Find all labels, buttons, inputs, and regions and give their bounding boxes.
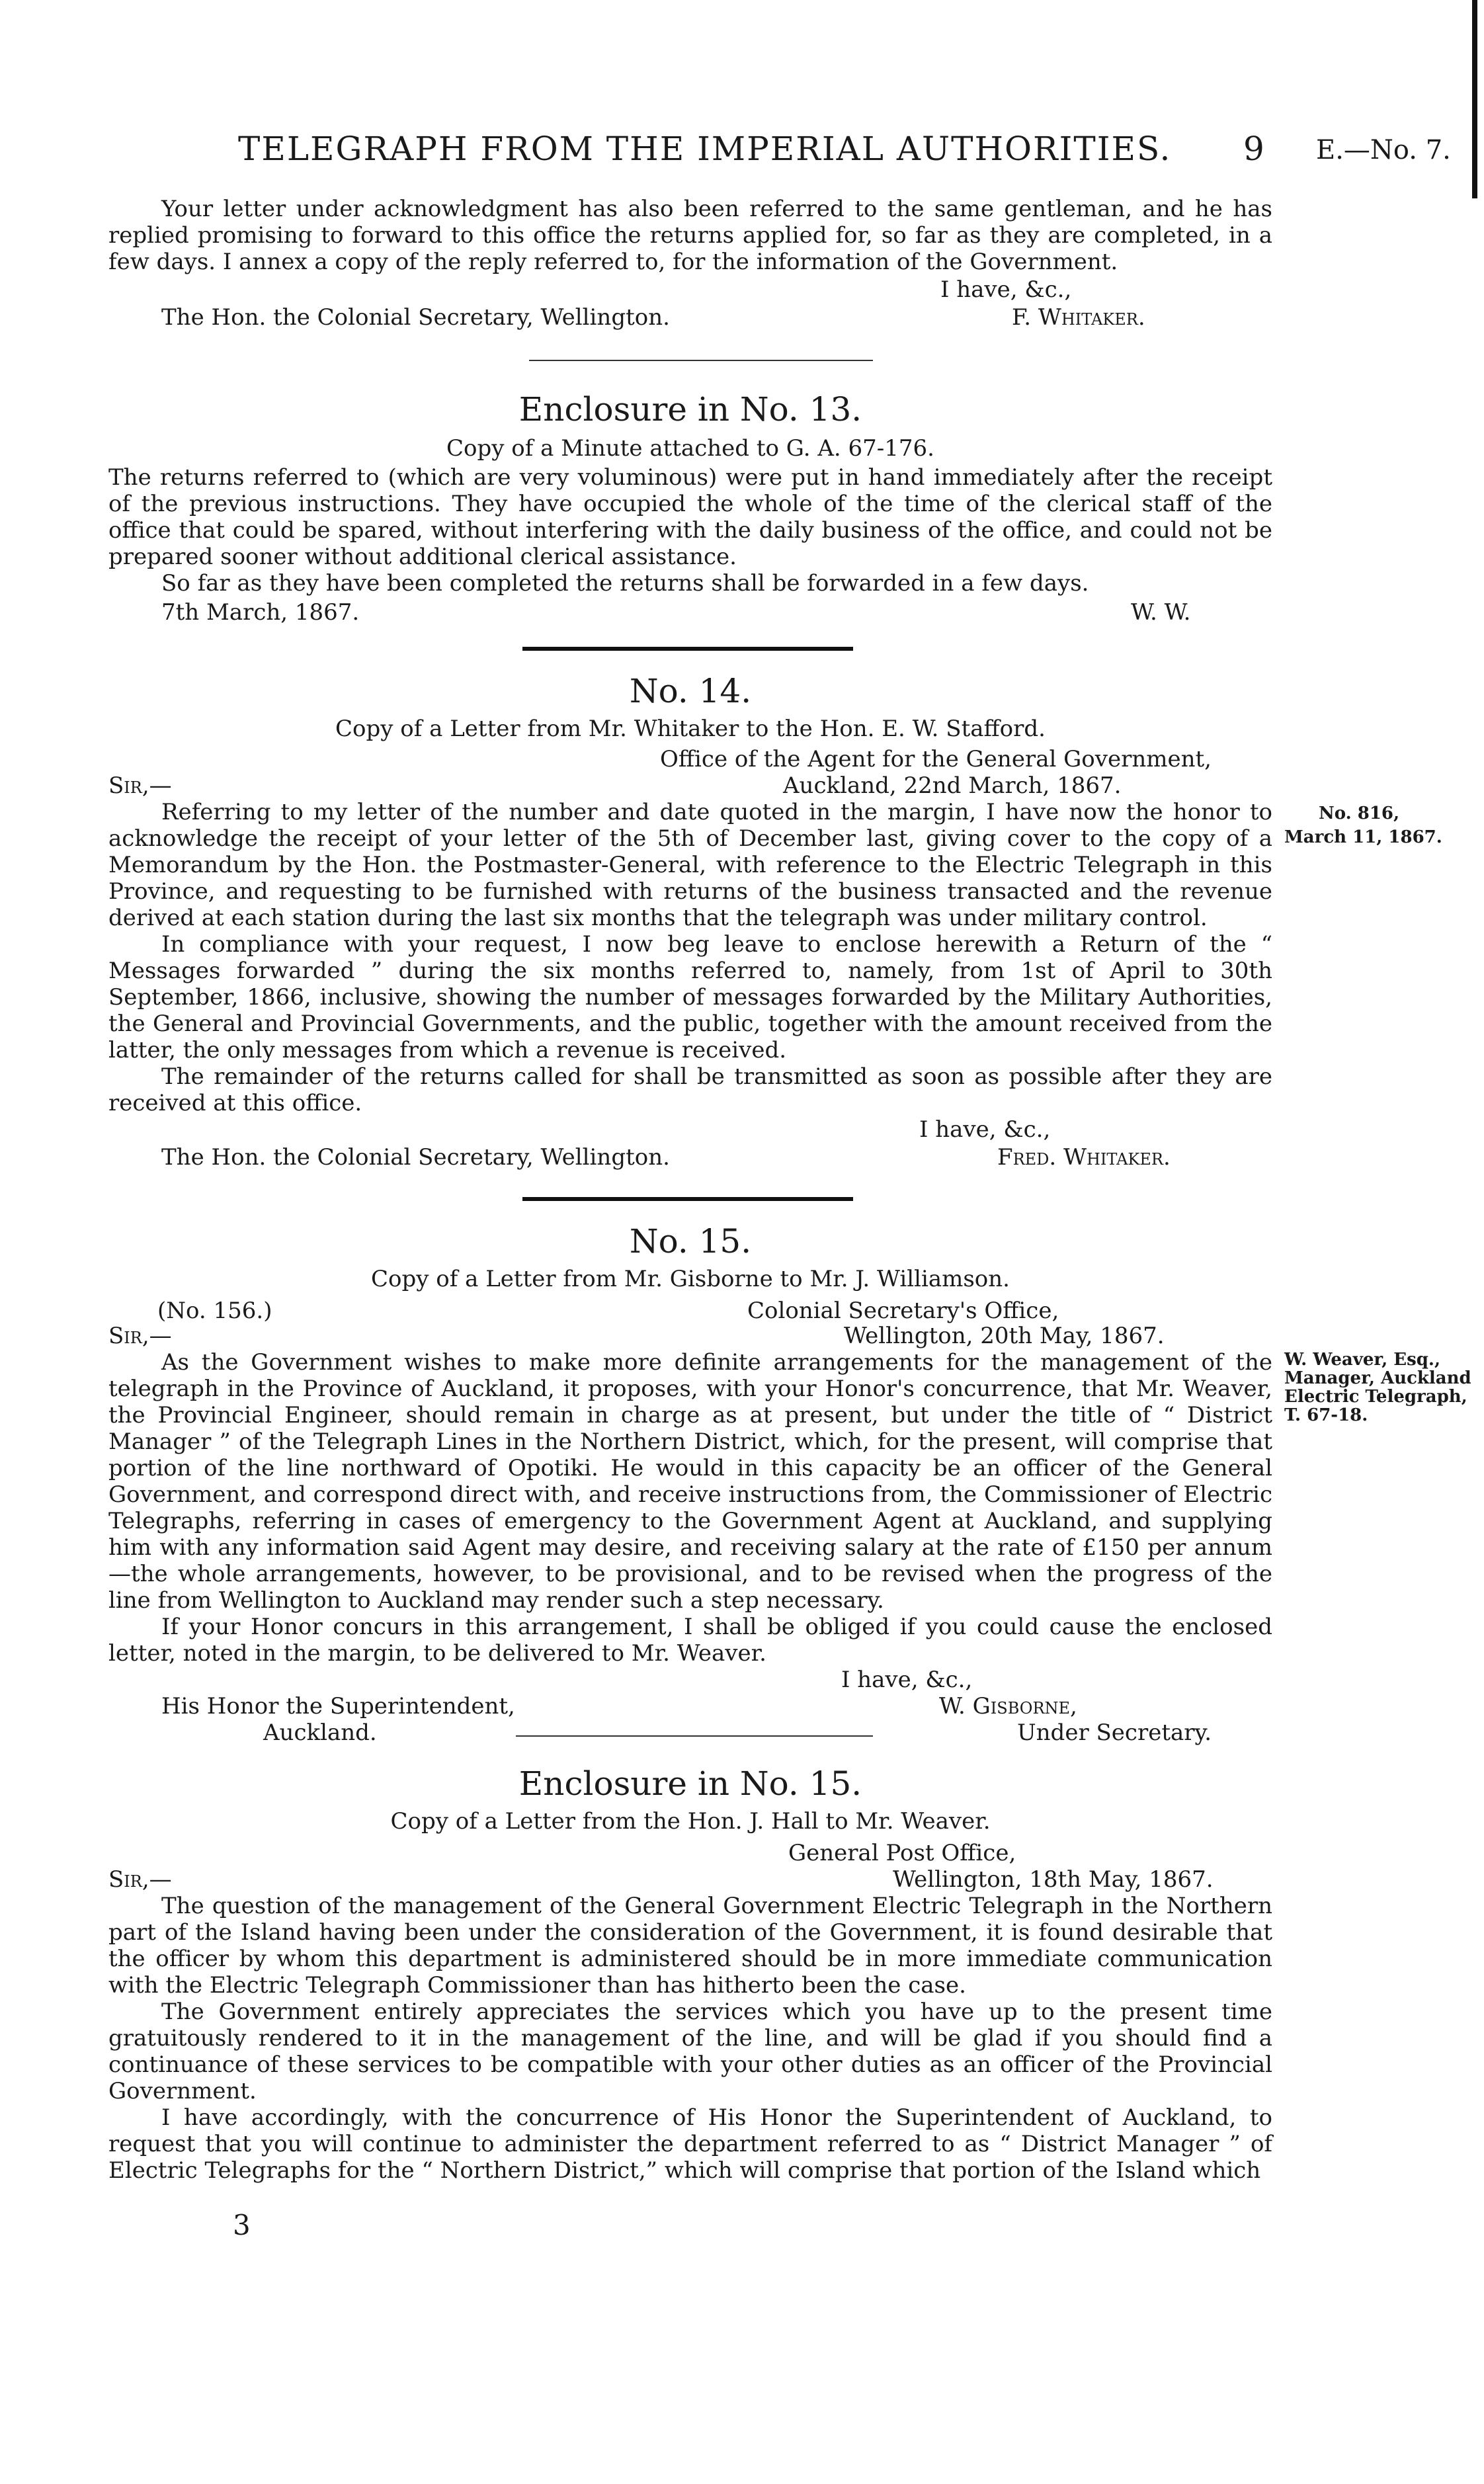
section-divider — [522, 1197, 853, 1201]
no-14-addressee: The Hon. the Colonial Secretary, Wellington. — [161, 1144, 670, 1171]
no-15-salutation: Sir,— — [108, 1323, 172, 1349]
no-15-addressee-2: Auckland. — [263, 1719, 377, 1746]
no-15-addressee-1: His Honor the Superintendent, — [161, 1693, 515, 1719]
no-14-signature: Fred. Whitaker. — [997, 1144, 1171, 1171]
page-header — [0, 130, 1484, 176]
no-14-closing: I have, &c., — [919, 1116, 1051, 1143]
enclosure-15-heading: Enclosure in No. 15. — [518, 1764, 862, 1803]
enclosure-15-paragraph-1: The question of the management of the General Government Electric Telegraph in the Northern part of the Island having been under the consideration of the Government, it is found desirable that the officer by whom this department is administered should be in more immediate communication with the Electric Telegraph Commissioner than has hitherto been the case. — [108, 1893, 1272, 1999]
enclosure-15-office: General Post Office, — [788, 1840, 1016, 1866]
enclosure-15-place-date: Wellington, 18th May, 1867. — [893, 1866, 1214, 1893]
no-14-paragraph-1: Referring to my letter of the number and date quoted in the margin, I have now the honor to acknowledge the receipt of your letter of the 5th of December last, giving cover to the copy of a Memorandum by the Hon. the Postmaster-General, with reference to the Electric Telegraph in this Province, and requesting to be furnished with returns of the business transacted and the revenue derived at each station during the last six months that the telegraph was under military control. — [108, 799, 1272, 931]
intro-section — [108, 196, 1272, 275]
no-14-heading: No. 14. — [629, 672, 752, 710]
enclosure-13-heading: Enclosure in No. 13. — [518, 390, 862, 429]
no-15-margin-note: W. Weaver, Esq., Manager, Auckland Electric Telegraph, T. 67-18. — [1284, 1350, 1471, 1425]
intro-closing: I have, &c., — [940, 276, 1072, 303]
enclosure-13-copy-line: Copy of a Minute attached to G. A. 67-176. — [446, 435, 934, 462]
enclosure-13-initials: W. W. — [1131, 599, 1191, 626]
no-15-number: (No. 156.) — [157, 1298, 272, 1324]
enclosure-15-section — [108, 1764, 1272, 1835]
no-14-section — [108, 672, 1272, 742]
no-14-paragraph-3: The remainder of the returns called for shall be transmitted as soon as possible after they are received at this office. — [108, 1063, 1272, 1116]
section-divider — [529, 360, 873, 361]
no-15-heading: No. 15. — [629, 1222, 752, 1261]
no-14-office: Office of the Agent for the General Government, — [660, 746, 1212, 772]
enclosure-13-paragraph-2: So far as they have been completed the returns shall be forwarded in a few days. — [161, 570, 1089, 597]
enclosure-15-paragraph-2: The Government entirely appreciates the services which you have up to the present time gratuitously rendered to it in the management of the line, and will be glad if you should find a continuance of these services to be compatible with your other duties as an officer of the Provincial Government. — [108, 1999, 1272, 2104]
enclosure-13-section — [108, 390, 1272, 597]
signature-mark: 3 — [233, 2209, 251, 2241]
no-15-signature-title: Under Secretary. — [1017, 1719, 1212, 1746]
no-14-place-date: Auckland, 22nd March, 1867. — [783, 772, 1122, 799]
intro-signature: F. Whitaker. — [1012, 304, 1145, 331]
intro-paragraph: Your letter under acknowledgment has also been referred to the same gentleman, and he has replied promising to forward to this office the returns applied for, so far as they are completed, in a few days. I annex a copy of the reply referred to, for the information of the Government. — [108, 196, 1272, 275]
section-divider — [516, 1735, 873, 1737]
no-15-section — [108, 1222, 1272, 1292]
no-14-body — [108, 799, 1272, 1116]
no-14-copy-line: Copy of a Letter from Mr. Whitaker to the Hon. E. W. Stafford. — [335, 716, 1046, 742]
no-15-paragraph-2: If your Honor concurs in this arrangement, I shall be obliged if you could cause the enclosed letter, noted in the margin, to be delivered to Mr. Weaver. — [108, 1614, 1272, 1667]
no-15-office: Colonial Secretary's Office, — [747, 1298, 1059, 1324]
enclosure-13-date: 7th March, 1867. — [161, 599, 360, 626]
no-15-closing: I have, &c., — [841, 1667, 973, 1693]
no-14-margin-note-1: No. 816, — [1319, 804, 1400, 823]
no-14-salutation: Sir,— — [108, 772, 172, 799]
enclosure-13-paragraph-1: The returns referred to (which are very voluminous) were put in hand immediately after the receipt of the previous instructions. They have occupied the whole of the time of the clerical staff of the office that could be spared, without interfering with the daily business of the office, and could not be prepared sooner without additional clerical assistance. — [108, 464, 1272, 570]
section-divider — [522, 647, 853, 651]
no-15-paragraph-1: As the Government wishes to make more definite arrangements for the management of the telegraph in the Province of Auckland, it proposes, with your Honor's concurrence, that Mr. Weaver, the Provincial Engineer, should remain in charge as at present, but under the title of “ District Manager ” of the Telegraph Lines in the Northern District, which, for the present, will comprise that portion of the line northward of Opotiki. He would in this capacity be an officer of the General Government, and correspond direct with, and receive instructions from, the Commissioner of Electric Telegraphs, referring in cases of emergency to the Government Agent at Auckland, and supplying him with any information said Agent may desire, and receiving salary at the rate of £150 per annum—the whole arrangements, however, to be provisional, and to be revised when the progress of the line from Wellington to Auckland may render such a step necessary. — [108, 1349, 1272, 1614]
page-number: 9 — [1243, 130, 1264, 168]
enclosure-15-paragraph-3: I have accordingly, with the concurrence of His Honor the Superintendent of Auckland, to request that you will continue to administer the department referred to as “ District Manager ” of Electric Telegraphs for the “ Northern District,” which will comprise that portion of the Island which — [108, 2104, 1272, 2184]
no-15-copy-line: Copy of a Letter from Mr. Gisborne to Mr. J. Williamson. — [371, 1266, 1010, 1292]
page-title: TELEGRAPH FROM THE IMPERIAL AUTHORITIES. — [238, 130, 1172, 168]
enclosure-15-body — [108, 1893, 1272, 2184]
no-14-paragraph-2: In compliance with your request, I now beg leave to enclose herewith a Return of the “ Messages forwarded ” during the six months referred to, namely, from 1st of April to 30th September, 1866, inclusive, showing the number of messages forwarded by the Military Authorities, the General and Provincial Governments, and the public, together with the amount received from the latter, the only messages from which a revenue is received. — [108, 931, 1272, 1063]
no-14-margin-note-2: March 11, 1867. — [1284, 827, 1442, 847]
intro-addressee: The Hon. the Colonial Secretary, Wellington. — [161, 304, 670, 331]
document-reference: E.—No. 7. — [1316, 135, 1451, 165]
no-15-place-date: Wellington, 20th May, 1867. — [844, 1323, 1165, 1349]
enclosure-15-copy-line: Copy of a Letter from the Hon. J. Hall to Mr. Weaver. — [390, 1808, 991, 1835]
enclosure-15-salutation: Sir,— — [108, 1866, 172, 1893]
no-15-signature: W. Gisborne, — [939, 1693, 1077, 1719]
no-15-body — [108, 1349, 1272, 1667]
